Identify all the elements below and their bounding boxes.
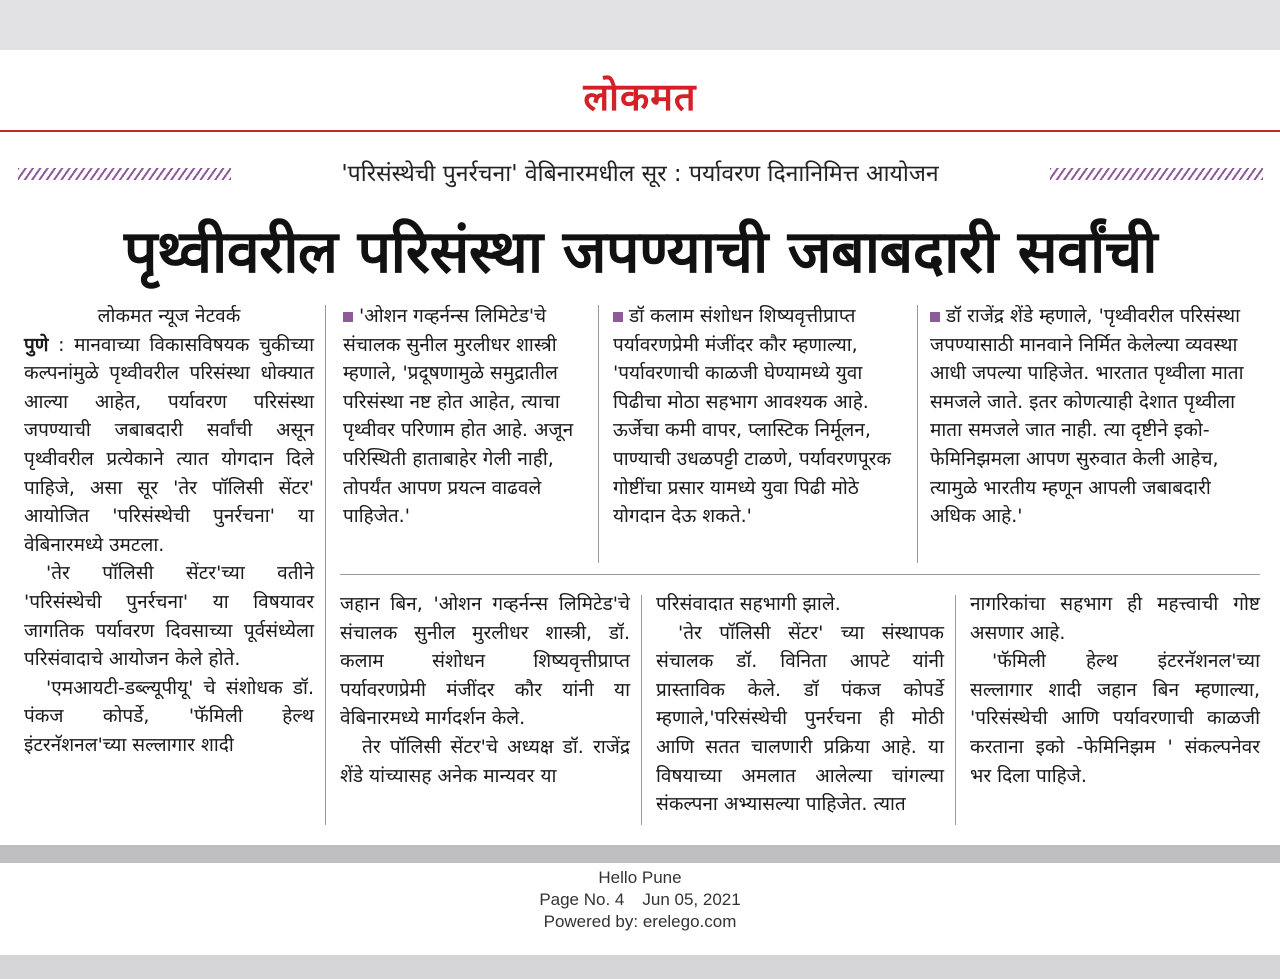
top-background-strip <box>0 0 1280 50</box>
column-2 <box>340 590 630 790</box>
kicker: 'परिसंस्थेची पुनर्रचना' वेबिनारमधील सूर : पर्यावरण दिनानिमित्त आयोजन <box>341 161 939 187</box>
bottom-background-strip <box>0 955 1280 979</box>
footer-powered-by: Powered by: erelego.com <box>543 912 737 931</box>
body-paragraph: 'तेर पॉलिसी सेंटर'च्या वतीने 'परिसंस्थेची पुनर्रचना' या विषयावर जागतिक पर्यावरण दिवसाच्या पूर्वसंध्येला परिसंवादाचे आयोजन केले होते. <box>24 562 314 671</box>
body-paragraph: 'तेर पॉलिसी सेंटर' च्या संस्थापक संचालक डॉ. विनिता आपटे यांनी प्रास्ताविक केले. डॉ पंकज कोपर्डे म्हणाले,'परिसंस्थेची पुनर्रचना ही मोठी आणि सतत चालणारी प्रक्रिया आहे. या विषयाच्या अमलात आलेल्या चांगल्या संकल्पना अभ्यासल्या पाहिजेत. त्यात <box>656 621 944 816</box>
kicker-hatch-right <box>1050 168 1263 180</box>
quote-divider <box>917 305 918 563</box>
column-divider <box>325 305 326 825</box>
body-paragraph: जहान बिन, 'ओशन गव्हर्नन्स लिमिटेड'चे संचालक सुनील मुरलीधर शास्त्री, डॉ. कलाम संशोधन शिष्यवृत्तीप्राप्त पर्यावरणप्रेमी मंजींदर कौर यांनी या वेबिनारमध्ये मार्गदर्शन केले. <box>340 593 630 730</box>
dateline: पुणे <box>24 333 49 356</box>
quote-divider <box>598 305 599 563</box>
column-1 <box>24 302 314 760</box>
page-footer <box>0 863 1280 955</box>
column-4 <box>970 590 1260 790</box>
body-paragraph: 'फॅमिली हेल्थ इंटरनॅशनल'च्या सल्लागार शादी जहान बिन म्हणाल्या, 'परिसंस्थेची आणि पर्यावरणाची काळजी करताना इको -फेमिनिझम ' संकल्पनेवर भर दिला पाहिजे. <box>970 650 1260 787</box>
footer-edition: Hello Pune <box>598 868 682 887</box>
footer-page-number: Page No. 4 <box>539 890 625 909</box>
byline: लोकमत न्यूज नेटवर्क <box>97 305 241 327</box>
body-paragraph: परिसंवादात सहभागी झाले. <box>656 593 841 615</box>
body-paragraph: तेर पॉलिसी सेंटर'चे अध्यक्ष डॉ. राजेंद्र शेंडे यांच्यासह अनेक मान्यवर या <box>340 735 630 787</box>
headline: पृथ्वीवरील परिसंस्था जपण्याची जबाबदारी सर्वांची <box>123 217 1158 286</box>
masthead-rule <box>0 130 1280 132</box>
pull-quote-2: डॉ कलाम संशोधन शिष्यवृत्तीप्राप्त पर्यावरणप्रेमी मंजींदर कौर म्हणाल्या, 'पर्यावरणाची काळजी घेण्यामध्ये युवा पिढीचा मोठा सहभाग आवश्यक आहे. ऊर्जेचा कमी वापर, प्लास्टिक निर्मूलन, पाण्याची उधळपट्टी टाळणे, पर्यावरणपूरक गोष्टींचा प्रसार यामध्ये युवा पिढी मोठे योगदान देऊ शकते.' <box>613 305 891 528</box>
pull-quote-1: 'ओशन गव्हर्नन्स लिमिटेड'चे संचालक सुनील मुरलीधर शास्त्री म्हणाले, 'प्रदूषणामुळे समुद्रातील परिसंस्था नष्ट होत आहेत, त्याचा पृथ्वीवर परिणाम होत आहे. अजून परिस्थिती हाताबाहेर गेली नाही, तोपर्यंत आपण प्रयत्न वाढवले पाहिजेत.' <box>343 305 574 528</box>
column-divider <box>641 595 642 825</box>
footer-date: Jun 05, 2021 <box>642 890 741 909</box>
newspaper-clipping <box>0 50 1280 845</box>
pull-quote-3: डॉ राजेंद्र शेंडे म्हणाले, 'पृथ्वीवरील परिसंस्था जपण्यासाठी मानवाने निर्मित केलेल्या व्यवस्था आधी जपल्या पाहिजेत. भारतात पृथ्वीला माता समजले जाते. इतर कोणत्याही देशात पृथ्वीला माता समजले जात नाही. त्या दृष्टीने इको-फेमिनिझमला आपण सुरुवात केली आहेच, त्यामुळे भारतीय म्हणून आपली जबाबदारी अधिक आहे.' <box>930 305 1244 528</box>
quote-bullet-icon <box>613 312 623 322</box>
quote-bullet-icon <box>343 312 353 322</box>
kicker-row <box>18 156 1263 190</box>
masthead <box>0 50 1280 130</box>
quote-box-rule <box>340 574 1260 575</box>
lokmat-logo: लोकमत <box>583 74 697 119</box>
clipping-shadow <box>0 845 1280 863</box>
lead-paragraph: पुणे : मानवाच्या विकासविषयक चुकीच्या कल्पनांमुळे पृथ्वीवरील परिसंस्था धोक्यात आल्या आहेत, पर्यावरण परिसंस्था जपण्याची जबाबदारी सर्वांची असून पृथ्वीवरील प्रत्येकाने त्यात योगदान दिले पाहिजे, असा सूर 'तेर पॉलिसी सेंटर' आयोजित 'परिसंस्थेची पुनर्रचना' या वेबिनारमध्ये उमटला. <box>24 333 314 556</box>
body-paragraph: 'एमआयटी-डब्ल्यूपीयू' चे संशोधक डॉ. पंकज कोपर्डे, 'फॅमिली हेल्थ इंटरनॅशनल'च्या सल्लागार शादी <box>24 676 314 756</box>
footer-page-line <box>0 889 1280 911</box>
column-3 <box>656 590 944 819</box>
column-divider <box>955 595 956 825</box>
quote-bullet-icon <box>930 312 940 322</box>
body-paragraph: नागरिकांचा सहभाग ही महत्त्वाची गोष्ट असणार आहे. <box>970 593 1260 644</box>
kicker-hatch-left <box>18 168 231 180</box>
